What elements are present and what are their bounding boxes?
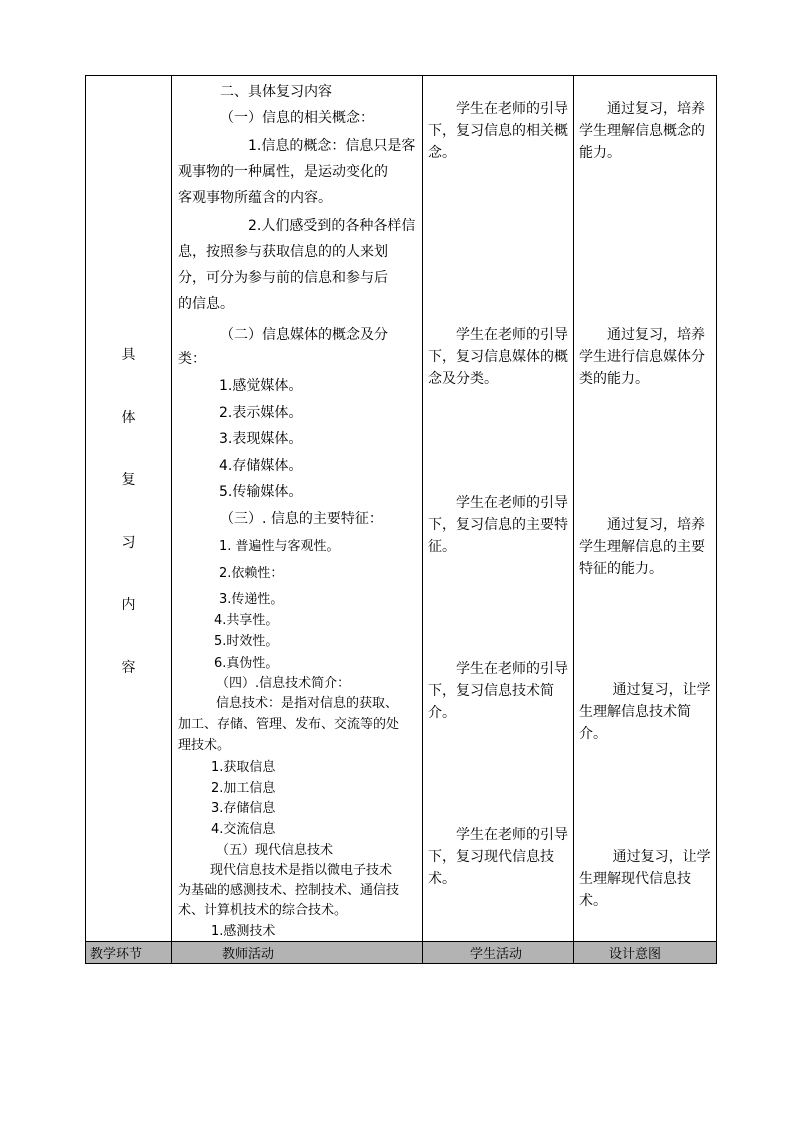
- list-item: 2.加工信息: [211, 781, 276, 796]
- list-item: 4.交流信息: [211, 822, 276, 837]
- list-item: 1.感觉媒体。: [219, 378, 303, 394]
- design-intent-text: 通过复习，培养学生理解信息概念的能力。: [579, 101, 705, 161]
- footer-cell: [86, 942, 172, 964]
- text-line: 信息技术：是指对信息的获取、: [216, 696, 399, 711]
- text-line: 术、计算机技术的综合技术。: [178, 903, 348, 918]
- list-item: 3.传递性。: [219, 592, 284, 607]
- text-line: 客观事物所蕴含的内容。: [178, 190, 332, 206]
- list-item: 3.表现媒体。: [219, 431, 303, 447]
- stage-cell: [86, 76, 172, 942]
- list-item: 3.存储信息: [211, 801, 276, 816]
- column-label-stage: 教学环节: [90, 947, 143, 962]
- stage-char: 容: [121, 660, 136, 676]
- header-label-row: [86, 942, 717, 964]
- footer-cell: [574, 942, 717, 964]
- stage-char: 体: [121, 410, 136, 426]
- column-label-student: 学生活动: [470, 947, 523, 962]
- footer-cell: [423, 942, 574, 964]
- section-5-title: （五）现代信息技术: [216, 843, 334, 858]
- list-item: 2.依赖性：: [219, 566, 284, 581]
- section-1-title: （一）信息的相关概念：: [220, 110, 374, 126]
- text-line: 加工、存储、管理、发布、交流等的处: [178, 717, 400, 732]
- design-intent-text: 通过复习，培养学生理解信息的主要特征的能力。: [579, 517, 705, 577]
- list-item: 6.真伪性。: [214, 656, 279, 671]
- text-line: 观事物的一种属性，是运动变化的: [178, 164, 388, 180]
- column-label-design: 设计意图: [609, 947, 662, 962]
- text-line: 的信息。: [178, 296, 234, 312]
- section-heading: 二、具体复习内容: [220, 84, 332, 100]
- list-item: 5.传输媒体。: [219, 484, 303, 500]
- stage-char: 具: [121, 347, 136, 363]
- student-activity-text: 学生在老师的引导下，复习信息的主要特征。: [428, 495, 568, 555]
- teacher-activity-cell: [172, 76, 423, 942]
- student-activity-text: 学生在老师的引导下，复习信息技术简介。: [428, 661, 568, 721]
- text-line: 分，可分为参与前的信息和参与后: [178, 270, 388, 286]
- list-item: 1.感测技术: [211, 924, 276, 939]
- design-intent-text: 通过复习，让学生理解现代信息技术。: [579, 849, 711, 909]
- stage-char: 习: [121, 535, 136, 551]
- text-line: 1.信息的概念：信息只是客: [248, 138, 416, 154]
- list-item: 4.存储媒体。: [219, 458, 303, 474]
- lesson-plan-table: [85, 75, 717, 964]
- stage-char: 复: [121, 472, 136, 488]
- column-label-teacher: 教师活动: [222, 947, 275, 962]
- list-item: 1. 普遍性与客观性。: [219, 539, 340, 554]
- content-row: [86, 76, 717, 942]
- student-activity-text: 学生在老师的引导下，复习现代信息技术。: [428, 827, 568, 887]
- footer-cell: [172, 942, 423, 964]
- stage-char: 内: [121, 597, 136, 613]
- list-item: 5.时效性。: [214, 634, 279, 649]
- list-item: 2.表示媒体。: [219, 405, 303, 421]
- text-line: 息，按照参与获取信息的的人来划: [178, 244, 388, 260]
- design-intent-cell: [574, 76, 717, 942]
- student-activity-text: 学生在老师的引导下，复习信息的相关概念。: [428, 101, 568, 161]
- design-intent-text: 通过复习，让学生理解信息技术简介。: [579, 682, 711, 742]
- text-line: 现代信息技术是指以微电子技术: [210, 863, 393, 878]
- text-line: 为基础的感测技术、控制技术、通信技: [178, 883, 400, 898]
- student-activity-text: 学生在老师的引导下，复习信息媒体的概念及分类。: [428, 327, 568, 387]
- design-intent-text: 通过复习，培养学生进行信息媒体分类的能力。: [579, 327, 705, 387]
- text-line: 理技术。: [178, 738, 231, 753]
- text-line: 类：: [178, 351, 206, 367]
- section-2-title: （二）信息媒体的概念及分: [220, 327, 388, 343]
- text-line: 2.人们感受到的各种各样信: [248, 218, 416, 234]
- list-item: 4.共享性。: [214, 613, 279, 628]
- section-4-title: （四）.信息技术简介：: [216, 676, 351, 691]
- section-3-title: （三）. 信息的主要特征：: [220, 511, 383, 527]
- student-activity-cell: [423, 76, 574, 942]
- list-item: 1.获取信息: [211, 760, 276, 775]
